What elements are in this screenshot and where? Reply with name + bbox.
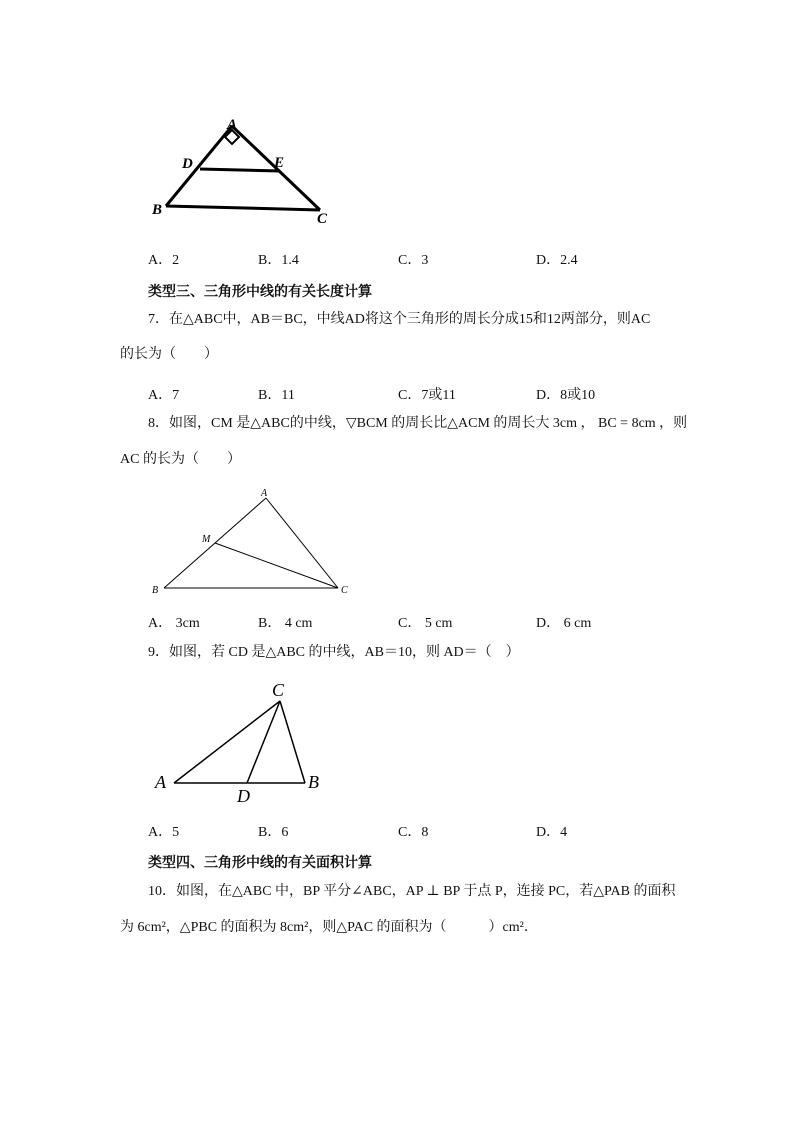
q10-stem-line2: 为 6cm²，△PBC 的面积为 8cm²，则△PAC 的面积为（ ）cm²． [120, 920, 538, 935]
label-c: C [317, 211, 328, 227]
label-a: A [227, 117, 238, 133]
q8-option-b[interactable]: B． 4 cm [258, 616, 313, 631]
q7-stem-line1: 7．在△ABC中，AB＝BC，中线AD将这个三角形的周长分成15和12两部分，则AC [148, 312, 651, 327]
label-d: D [237, 786, 250, 806]
q8-option-a[interactable]: A． 3cm [148, 616, 200, 631]
q6-option-c[interactable]: C．3 [398, 253, 429, 268]
q9-option-b[interactable]: B．6 [258, 825, 289, 840]
label-d: D [182, 156, 193, 172]
label-a: A [155, 772, 166, 792]
label-a: A [261, 488, 268, 499]
label-e: E [274, 155, 285, 171]
label-c: C [272, 680, 285, 700]
q9-option-c[interactable]: C．8 [398, 825, 429, 840]
q7-option-c[interactable]: C．7或11 [398, 388, 456, 403]
line-bc [166, 206, 320, 210]
q7-stem-line2: 的长为（ ） [120, 347, 218, 362]
q8-stem-line1: 8．如图，CM 是△ABC的中线，▽BCM 的周长比△ACM 的周长大 3cm ， BC = 8cm ，则 [148, 416, 688, 431]
section-heading-3: 类型三、三角形中线的有关长度计算 [148, 285, 372, 300]
label-b: B [308, 772, 319, 792]
q6-option-b[interactable]: B．1.4 [258, 253, 299, 268]
label-b: B [152, 585, 159, 596]
q6-option-d[interactable]: D．2.4 [536, 253, 578, 268]
section-heading-4: 类型四、三角形中线的有关面积计算 [148, 856, 372, 871]
figure-triangle-ade [140, 112, 350, 227]
q8-option-c[interactable]: C． 5 cm [398, 616, 453, 631]
figure-triangle-abc-median-cm [150, 484, 360, 599]
q7-option-b[interactable]: B．11 [258, 388, 295, 403]
q9-option-d[interactable]: D．4 [536, 825, 568, 840]
line-de [200, 169, 280, 171]
q9-stem: 9．如图，若 CD 是△ABC 的中线，AB＝10，则 AD＝（ ） [148, 645, 520, 660]
line-ab [166, 126, 232, 206]
q10-stem-line1: 10．如图，在△ABC 中，BP 平分∠ABC，AP ⊥ BP 于点 P，连接 PC，若△PAB 的面积 [148, 884, 676, 899]
q9-option-a[interactable]: A．5 [148, 825, 180, 840]
label-m: M [202, 534, 211, 545]
q8-stem-line2: AC 的长为（ ） [120, 452, 241, 467]
side-bc [280, 701, 305, 783]
label-b: B [152, 202, 163, 218]
label-c: C [341, 585, 348, 596]
q8-option-d[interactable]: D． 6 cm [536, 616, 592, 631]
q6-option-a[interactable]: A．2 [148, 253, 180, 268]
q7-option-a[interactable]: A．7 [148, 388, 180, 403]
q7-option-d[interactable]: D．8或10 [536, 388, 596, 403]
figure-triangle-abc-median-cd [150, 678, 340, 808]
